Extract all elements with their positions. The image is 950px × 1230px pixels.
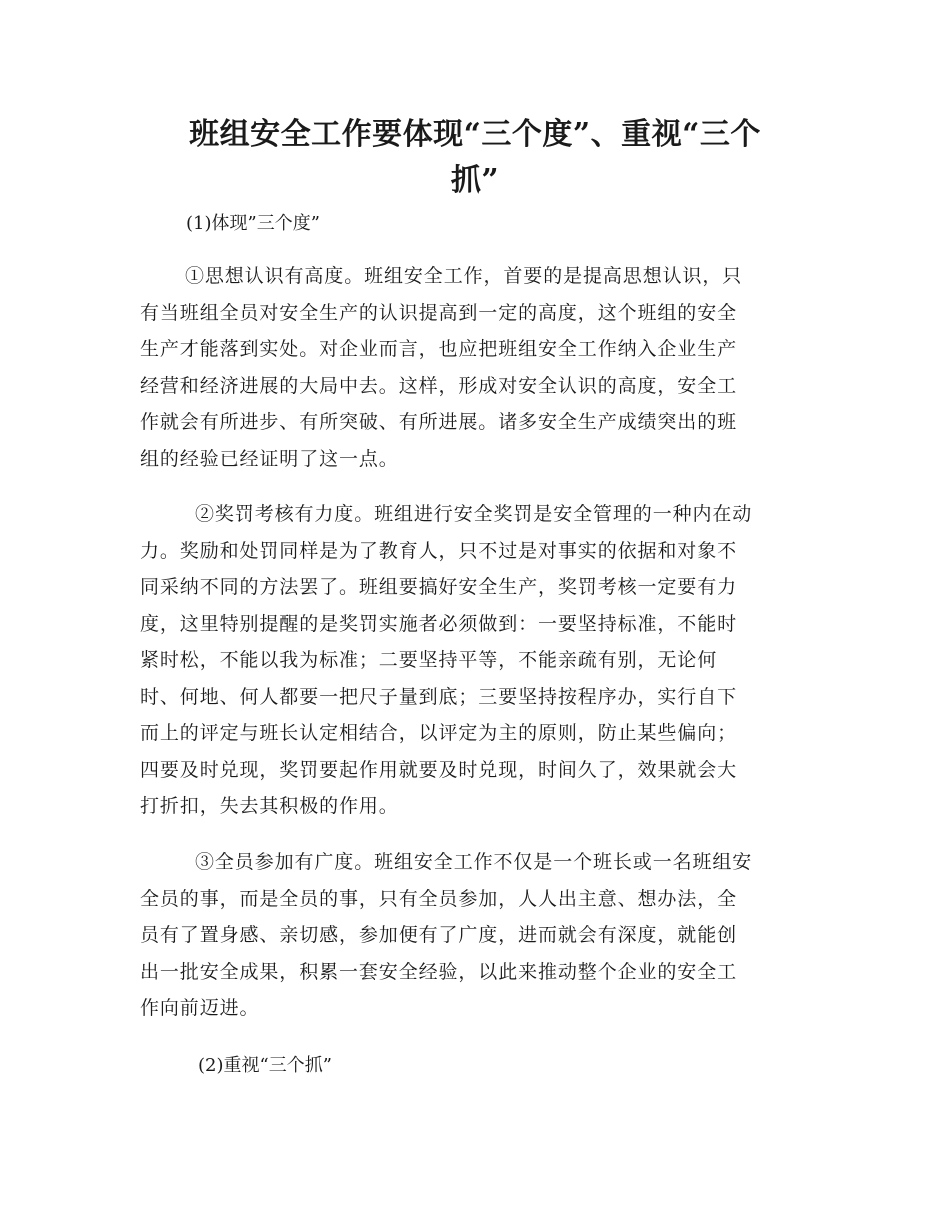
paragraph-line: 全员的事，而是全员的事，只有全员参加，人人出主意、想办法，全 bbox=[140, 887, 738, 910]
title-line: 抓” bbox=[450, 163, 500, 198]
title-line: 班组安全工作要体现“三个度”、重视“三个 bbox=[189, 117, 761, 152]
document-title bbox=[140, 112, 810, 204]
paragraph-2 bbox=[140, 496, 810, 825]
paragraph-line: 员有了置身感、亲切感，参加便有了广度，进而就会有深度，就能创 bbox=[140, 924, 738, 946]
paragraph-line: ③全员参加有广度。班组安全工作不仅是一个班长或一名班组安 bbox=[195, 851, 753, 873]
paragraph-line: 作就会有所进步、有所突破、有所进展。诸多安全生产成绩突出的班 bbox=[140, 411, 738, 433]
paragraph-line: 四要及时兑现，奖罚要起作用就要及时兑现，时间久了，效果就会大 bbox=[140, 758, 738, 781]
paragraph-line: 度，这里特别提醒的是奖罚实施者必须做到：一要坚持标准，不能时 bbox=[140, 612, 738, 635]
paragraph-line: 打折扣，失去其积极的作用。 bbox=[140, 795, 399, 817]
paragraph-3 bbox=[140, 844, 810, 1027]
paragraph-line: 生产才能落到实处。对企业而言，也应把班组安全工作纳入企业生产 bbox=[140, 338, 738, 360]
section-heading-2: (2)重视“三个抓” bbox=[198, 1055, 332, 1076]
paragraph-line: 同采纳不同的方法罢了。班组要搞好安全生产，奖罚考核一定要有力 bbox=[140, 576, 738, 598]
paragraph-line: ①思想认识有高度。班组安全工作，首要的是提高思想认识，只 bbox=[185, 265, 743, 287]
paragraph-line: 紧时松，不能以我为标准；二要坚持平等，不能亲疏有别，无论何 bbox=[140, 649, 718, 671]
section-heading-1: (1)体现”三个度” bbox=[186, 213, 320, 234]
paragraph-line: ②奖罚考核有力度。班组进行安全奖罚是安全管理的一种内在动 bbox=[195, 503, 753, 525]
paragraph-line: 有当班组全员对安全生产的认识提高到一定的高度，这个班组的安全 bbox=[140, 301, 738, 324]
paragraph-line: 组的经验已经证明了这一点。 bbox=[140, 447, 399, 470]
paragraph-line: 经营和经济进展的大局中去。这样，形成对安全认识的高度，安全工 bbox=[140, 374, 738, 397]
paragraph-1 bbox=[140, 258, 810, 477]
paragraph-line: 作向前迈进。 bbox=[140, 997, 260, 1019]
paragraph-line: 力。奖励和处罚同样是为了教育人，只不过是对事实的依据和对象不 bbox=[140, 539, 738, 562]
paragraph-line: 时、何地、何人都要一把尺子量到底；三要坚持按程序办，实行自下 bbox=[140, 685, 738, 708]
paragraph-line: 而上的评定与班长认定相结合，以评定为主的原则，防止某些偏向； bbox=[140, 722, 738, 744]
paragraph-line: 出一批安全成果，积累一套安全经验，以此来推动整个企业的安全工 bbox=[140, 960, 738, 983]
